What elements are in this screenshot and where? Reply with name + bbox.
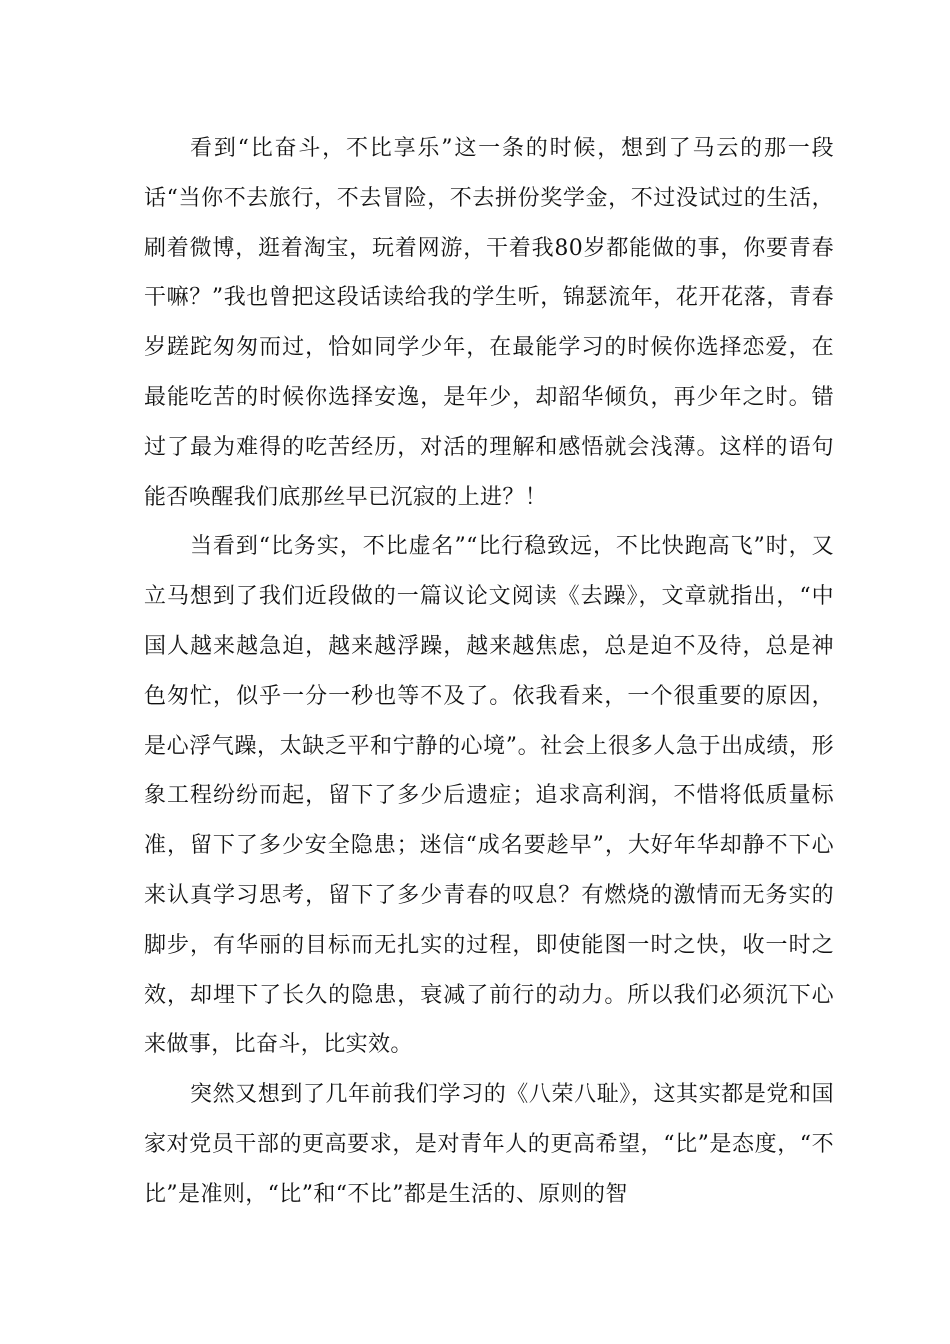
paragraph-3: 突然又想到了几年前我们学习的《八荣八耻》，这其实都是党和国家对党员干部的更高要求，是对青年人的更高希望，“比”是态度，“不比”是准则，“比”和“不比”都是生活的、原则的智 xyxy=(144,1082,834,1207)
paragraph-2: 当看到“比务实，不比虚名”“比行稳致远，不比快跑高飞”时，又立马想到了我们近段做的一篇议论文阅读《去躁》，文章就指出，“中国人越来越急迫，越来越浮躁，越来越焦虑，总是迫不及待，总是神色匆忙，似乎一分一秒也等不及了。依我看来，一个很重要的原因，是心浮气躁，太缺乏平和宁静的心境”。社会上很多人急于出成绩，形象工程纷纷而起，留下了多少后遗症；追求高利润，不惜将低质量标准，留下了多少安全隐患；迷信“成名要趁早”，大好年华却静不下心来认真学习思考，留下了多少青春的叹息？有燃烧的激情而无务实的脚步，有华丽的目标而无扎实的过程，即使能图一时之快，收一时之效，却埋下了长久的隐患，衰减了前行的动力。所以我们必须沉下心来做事，比奋斗，比实效。 xyxy=(144,534,834,1058)
document-body xyxy=(144,124,834,1220)
paragraph-1: 看到“比奋斗，不比享乐”这一条的时候，想到了马云的那一段话“当你不去旅行，不去冒险，不去拼份奖学金，不过没试过的生活，刷着微博，逛着淘宝，玩着网游，干着我80岁都能做的事，你要青春干嘛？”我也曾把这段话读给我的学生听，锦瑟流年，花开花落，青春岁蹉跎匆匆而过，恰如同学少年，在最能学习的时候你选择恋爱，在最能吃苦的时候你选择安逸，是年少，却韶华倾负，再少年之时。错过了最为难得的吃苦经历，对活的理解和感悟就会浅薄。这样的语句能否唤醒我们底那丝早已沉寂的上进？！ xyxy=(144,136,834,510)
